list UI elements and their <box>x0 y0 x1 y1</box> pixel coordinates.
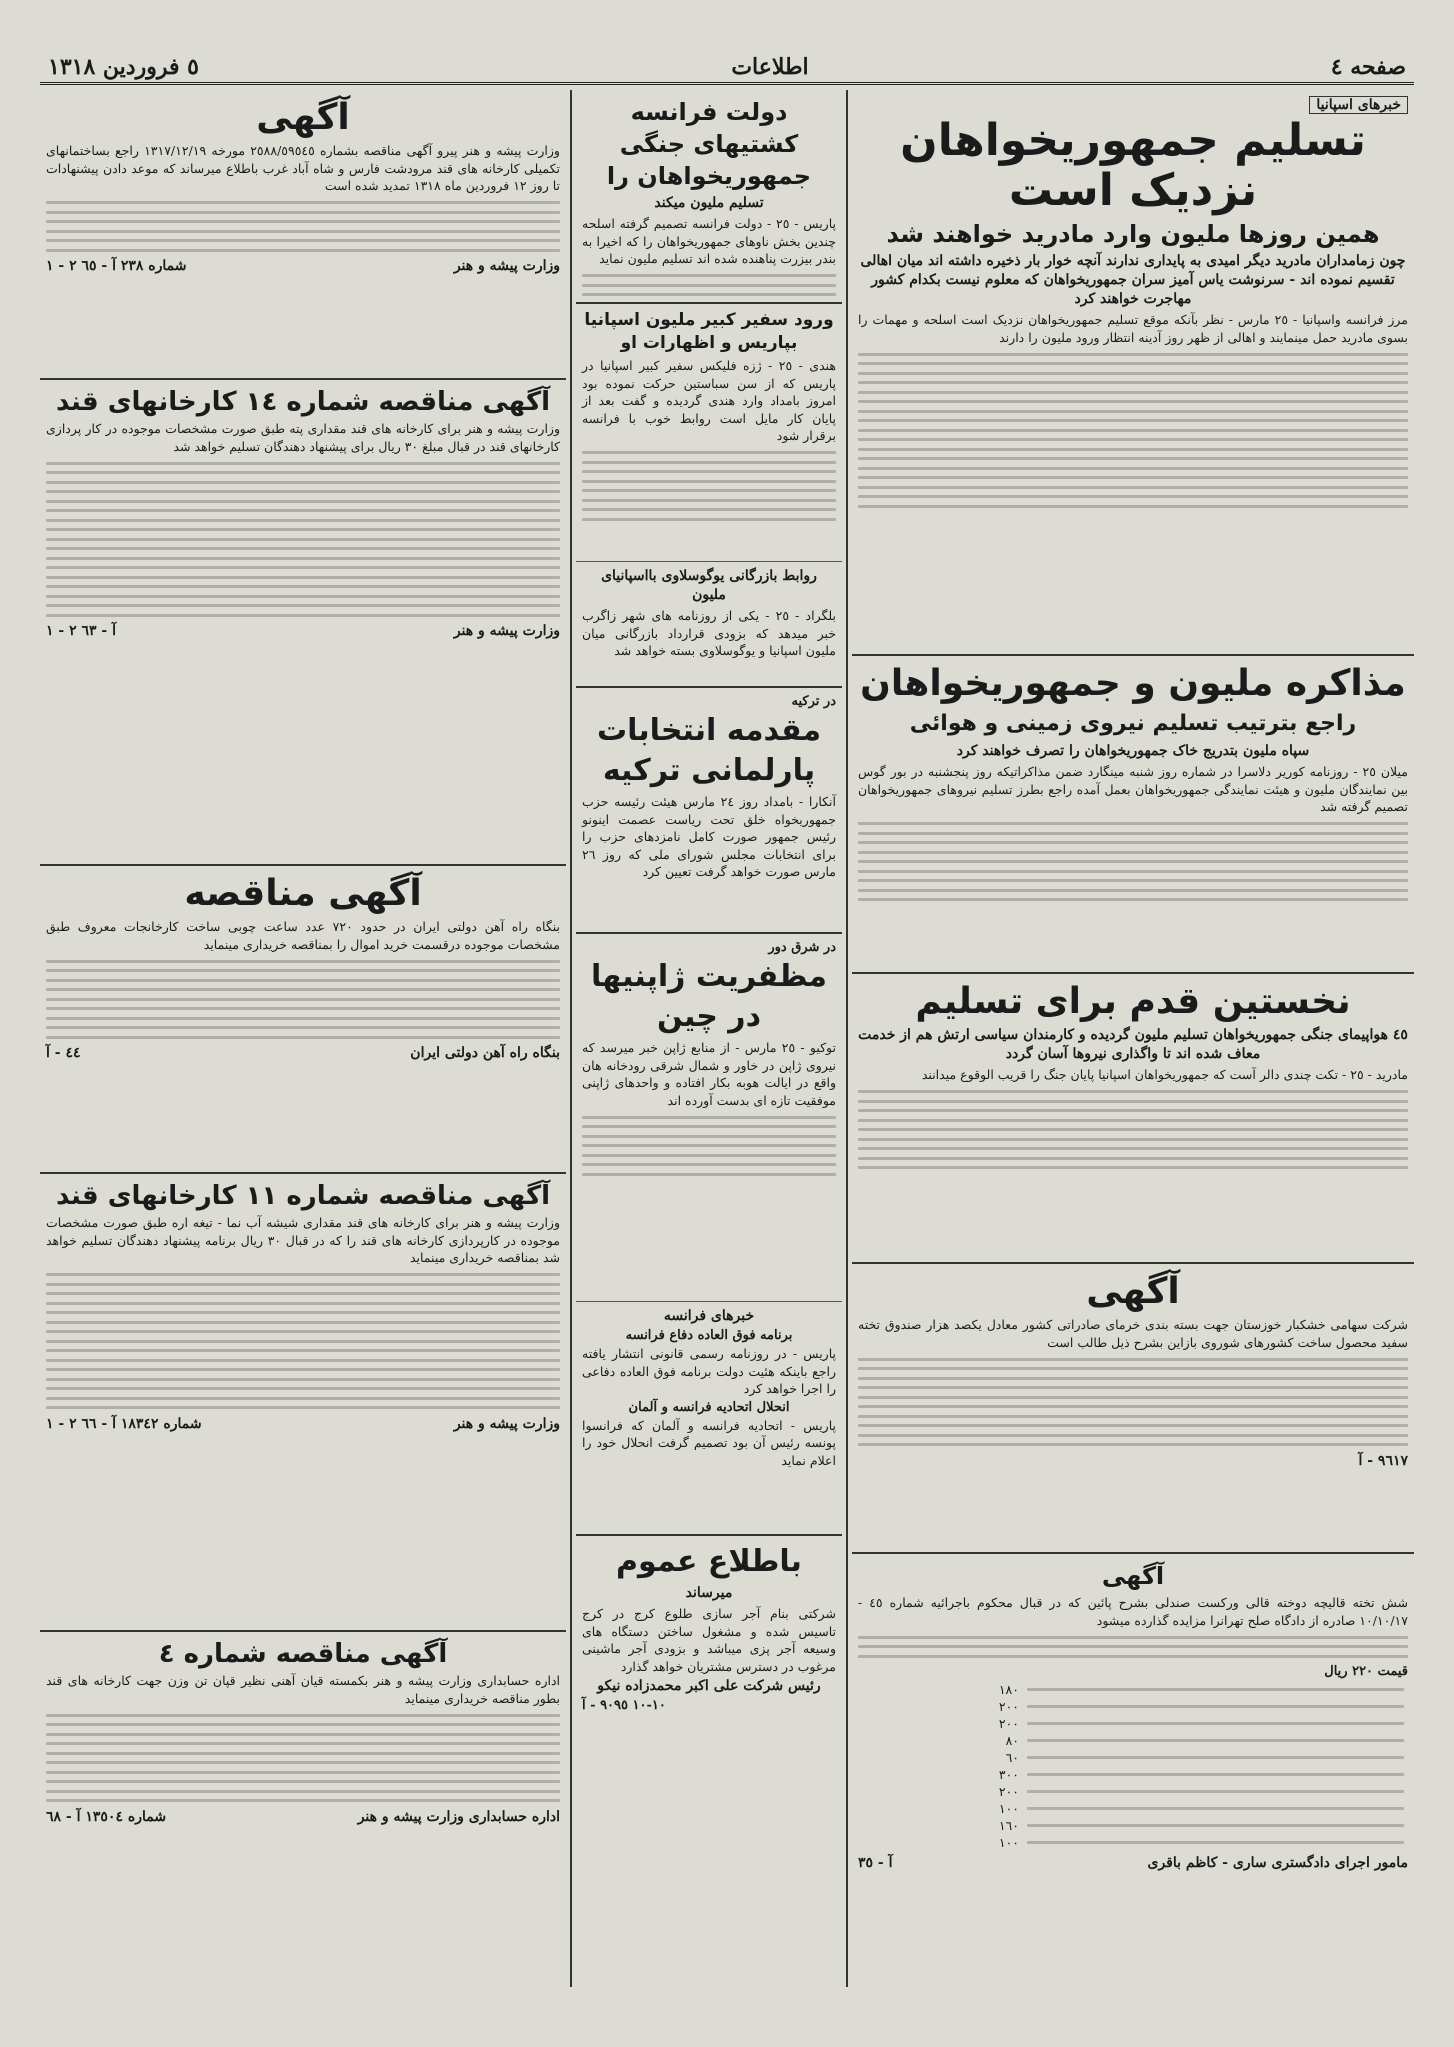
article-body: مادرید - ٢٥ - تکت چندی دالر آست که جمهوریخواهان اسپانیا پایان جنگ را قریب الوقوع میدانند <box>921 1067 1408 1082</box>
left-column <box>40 90 566 1987</box>
ad-code: شماره ٢٣٨ آ - ٦٥ ٢ - ١ <box>46 258 187 274</box>
deck: چون زمامداران مادرید دیگر امیدی به پایداری ندارند آنچه خوار بار ذخیره داشته اند میان اهالی تقسیم نموده اند - سرنوشت یاس آمیز سران جمهوریخواهان که معلوم نیست بکدام کشور مهاجرت خواهند کرد <box>860 253 1406 307</box>
ad-signature <box>46 1809 560 1825</box>
price-cell: ٦٠ <box>1005 1750 1019 1765</box>
ad-title: آگهی مناقصه شماره ٤ <box>158 1639 448 1669</box>
ad-title: آگهی <box>256 97 350 138</box>
article-text-lines <box>858 822 1408 901</box>
ad-text-lines <box>46 960 560 1039</box>
spain-surrender-article <box>852 90 1414 656</box>
section-kicker: خبرهای اسپانیا <box>1309 96 1408 114</box>
table-row <box>858 1783 1408 1800</box>
ad-signature <box>46 623 560 639</box>
article-body: میلان ٢٥ - روزنامه کوریر دلاسرا در شماره روز شنبه مینگارد ضمن مذاکراتیکه روز پنجشنبه در بور گوس بین نمایندگان ملیون و هیئت نمایندگی جمهوریخواهان بعمل آمده راجع بطرز تسلیم نیروهای جمهوریخواهان تصمیم گرفته شد <box>858 764 1408 814</box>
table-row <box>858 1749 1408 1766</box>
ad-signer: وزارت پیشه و هنر <box>453 258 560 274</box>
ad-signature <box>46 1416 560 1432</box>
notice-signature <box>858 1855 1408 1871</box>
ad-text-lines <box>46 462 560 617</box>
article-text-lines <box>858 353 1408 508</box>
deck: ٤٥ هواپیمای جنگی جمهوریخواهان تسلیم ملیون گردیده و کارمندان سیاسی ارتش هم از خدمت معاف شده اند تا واگذاری نیروها آسان گردد <box>858 1027 1408 1062</box>
notice-title: آگهی <box>1101 1562 1165 1590</box>
table-row <box>858 1732 1408 1749</box>
masthead <box>40 52 1414 85</box>
headline: ورود سفیر کبیر ملیون اسپانیا بپاریس و اظهارات او <box>584 310 834 353</box>
notice-text-lines <box>858 1358 1408 1447</box>
ad-text-lines <box>46 201 560 252</box>
union-headline: انحلال اتحادیه فرانسه و آلمان <box>628 1399 790 1415</box>
middle-column <box>576 90 842 1987</box>
table-row <box>858 1698 1408 1715</box>
subheadline: تسلیم ملیون میکند <box>654 195 764 211</box>
article-body: هندی - ٢٥ - ژزه فلیکس سفیر کبیر اسپانیا در پاریس که از سن سباستین حرکت نموده بود امروز بامداد وارد هندی گردیده و گفت بعد از پایان کار مایل است روابط خوب با فرانسه برقرار شود <box>582 358 836 443</box>
ambassador-article <box>576 304 842 562</box>
ad-body: وزارت پیشه و هنر برای کارخانه های قند مقداری پته طبق صورت مشخصات موجوده در کار پردازی کارخانهای قند در قبال مبلغ ٣٠ ریال برای پیشنهاد دهندگان تسلیم خواهد شد <box>46 421 560 454</box>
table-row <box>858 1766 1408 1783</box>
ad-title: آگهی مناقصه شماره ١١ کارخانهای قند <box>55 1181 550 1211</box>
notice-body: شرکت سهامی خشکبار خوزستان جهت بسته بندی خرمای صادراتی کشور معادل یکصد هزار صندوق تخته سفید محصول ساخت کشورهای شوروی بازاین بشرح ذیل طالب است <box>858 1317 1408 1350</box>
ad-body: وزارت پیشه و هنر پیرو آگهی مناقصه بشماره ٢٥٨٨/٥٩٥٤٥ مورخه ١٣١٧/١٢/١٩ راجع بساختمانهای تکمیلی کارخانه های قند مرودشت فارس و شاه آباد غرب باطلاع میرساند که موعد دادن پیشنهادات تا روز ١٢ فروردین ماه ١٣١٨ تمدید شده است <box>46 143 560 193</box>
price-cell: ١٨٠ <box>998 1682 1019 1697</box>
price-cell: ١٠٠ <box>998 1801 1019 1816</box>
notice-code: ٩٦١٧ - آ <box>1358 1452 1408 1469</box>
headline: تسلیم جمهوریخواهان نزدیک است <box>900 115 1366 216</box>
article-text-lines <box>858 1090 1408 1169</box>
france-ships-article <box>576 90 842 304</box>
ad-signer: بنگاه راه آهن دولتی ایران <box>410 1045 560 1061</box>
union-body: پاریس - اتحادیه فرانسه و آلمان که فرانسوا پونسه رئیس آن بود تصمیم گرفت انحلال خود را اعلام نماید <box>582 1417 836 1468</box>
notice-title: باطلاع عموم <box>616 1544 802 1579</box>
section-kicker: در شرق دور <box>768 940 836 955</box>
price-cell: ١٦٠ <box>998 1818 1019 1833</box>
subheadline: راجع بترتیب تسلیم نیروی زمینی و هوائی <box>909 711 1357 736</box>
ad-tender-14 <box>40 380 566 866</box>
ad-title: آگهی مناقصه شماره ١٤ کارخانهای قند <box>55 387 550 417</box>
section-kicker: در ترکیه <box>791 694 836 709</box>
paper-name: اطلاعات <box>731 54 809 80</box>
ad-tender-11 <box>40 1174 566 1632</box>
price-header: قیمت ٢٢٠ ریال <box>1324 1664 1408 1679</box>
table-row <box>858 1834 1408 1851</box>
ad-signature <box>46 258 560 274</box>
ad-body: وزارت پیشه و هنر برای کارخانه های قند مقداری شیشه آب نما - تیغه اره طبق صورت مشخصات موجوده در کارپردازی کارخانه های قند را که در قبال ٣٠ ریال برنامه پیشنهاد دهندگان تسلیم خواهد شد بمناقصه خریداری مینماید <box>46 1215 561 1265</box>
public-notice <box>576 1536 842 1784</box>
headline: مقدمه انتخابات پارلمانی ترکیه <box>596 713 822 788</box>
ad-tender-4 <box>40 1632 566 1982</box>
trade-relations-article <box>576 562 842 688</box>
ad-code: ٤٤ - آ <box>46 1045 81 1061</box>
turkey-elections-article <box>576 688 842 934</box>
ad-notice-1 <box>40 90 566 380</box>
table-row <box>858 1817 1408 1834</box>
ad-signer: وزارت پیشه و هنر <box>453 623 560 639</box>
article-text-lines <box>582 274 836 296</box>
price-cell: ٣٠٠ <box>998 1767 1019 1782</box>
ad-body: بنگاه راه آهن دولتی ایران در حدود ٧٢٠ عدد ساعت چوبی ساخت کارخانجات معروف طبق مشخصات موجوده درقسمت خرید اموال را بمناقصه خریداری مینماید <box>46 919 560 952</box>
ad-code: آ - ٦٣ ٢ - ١ <box>46 623 116 639</box>
budget-body: پاریس - در روزنامه رسمی قانونی انتشار یافته راجع باینکه هئیت دولت برنامه فوق العاده دفاعی را اجرا خواهد کرد <box>582 1346 836 1396</box>
page-number: صفحه ٤ <box>1330 54 1406 80</box>
ad-text-lines <box>46 1714 560 1803</box>
ad-railway-tender <box>40 866 566 1174</box>
dates-packaging-notice <box>852 1264 1414 1554</box>
article-text-lines <box>582 1116 836 1176</box>
price-cell: ١٠٠ <box>998 1835 1019 1850</box>
notice-signature <box>858 1453 1408 1469</box>
auction-notice <box>852 1554 1414 1938</box>
article-text-lines <box>582 451 836 521</box>
article-body: مرز فرانسه واسپانیا - ٢٥ مارس - نظر بآنکه موقع تسلیم جمهوریخواهان نزدیک است اسلحه و مهمات را بسوی مادرید حمل مینمایند و اهالی از ظهر روز آدینه انتظار ورود ملیون را دارند <box>858 312 1409 345</box>
notice-code: آ - ٣٥ <box>858 1855 893 1871</box>
issue-date: ٥ فروردین ١٣١٨ <box>48 54 199 80</box>
notice-title: آگهی <box>1086 1271 1180 1312</box>
article-body: آنکارا - بامداد روز ٢٤ مارس هیئت رئیسه حزب جمهوریخواه خلق تحت ریاست عصمت اینونو رئیس جمهور صورت کامل نامزدهای حزب را برای انتخابات مجلس شورای ملی که روز ٢٦ مارس صورت خواهد گرفت تعیین کرد <box>582 794 836 879</box>
france-news <box>576 1302 842 1536</box>
headline: مذاکره ملیون و جمهوریخواهان <box>860 663 1406 704</box>
ad-code: شماره ١٨٣٤٢ آ - ٦٦ ٢ - ١ <box>46 1415 202 1432</box>
ad-signer: اداره حسابداری وزارت پیشه و هنر <box>357 1808 560 1825</box>
ad-code: شماره ١٣٥٠٤ آ - ٦٨ <box>46 1808 167 1825</box>
column-rule <box>570 90 572 1987</box>
section-kicker: خبرهای فرانسه <box>663 1308 755 1324</box>
notice-body: شش تخته قالیچه دوخته قالی ورکست صندلی بشرح پائین که در قبال محکوم باجرائیه شماره ٤٥ - ١٠/١٠/١٧ صادره از دادگاه صلح تهرانرا مزایده گذارده میشود <box>858 1595 1408 1628</box>
headline: روابط بازرگانی یوگوسلاوی بااسپانیای ملیون <box>601 568 817 603</box>
notice-code: ١٠-١٠ ٩٠٩٥ - آ <box>582 1698 666 1713</box>
notice-signer: مامور اجرای دادگستری ساری - کاظم باقری <box>1147 1855 1408 1871</box>
negotiation-article <box>852 656 1414 974</box>
first-step-article <box>852 974 1414 1264</box>
ad-signer: وزارت پیشه و هنر <box>453 1415 560 1432</box>
price-cell: ٢٠٠ <box>998 1716 1019 1731</box>
article-body: توکیو - ٢٥ مارس - از منابع ژاپن خبر میرسد که نیروی ژاپن در خاور و شمال شرقی رودخانه هان واقع در ایالت هوبه بکار افتاده و واحدهای ژاپنی موفقیت تازه ای بدست آورده اند <box>582 1040 836 1108</box>
headline: مظفریت ژاپنیها در چین <box>591 959 827 1034</box>
price-cell: ٢٠٠ <box>998 1784 1019 1799</box>
ad-signature <box>46 1045 560 1061</box>
notice-body: شرکتی بنام آجر سازی طلوع کرج در کرج تاسیس شده و مشغول ساختن دستگاه های وسیعه آجر پزی میباشد و بزودی آجر ماشینی مرغوب در دسترس مشتریان خواهد گذارد <box>582 1606 836 1674</box>
article-body: بلگراد - ٢٥ - یکی از روزنامه های شهر زاگرب خبر میدهد که بزودی قرارداد بازرگانی میان ملیون اسپانیا و یوگوسلاوی بسته خواهد شد <box>582 608 836 658</box>
table-row <box>858 1715 1408 1732</box>
budget-headline: برنامه فوق العاده دفاع فرانسه <box>625 1328 793 1343</box>
headline: نخستین قدم برای تسلیم <box>915 981 1351 1022</box>
price-cell: ٢٠٠ <box>998 1699 1019 1714</box>
table-row <box>858 1681 1408 1698</box>
ad-title: آگهی مناقصه <box>184 873 422 914</box>
notice-text-lines <box>858 1636 1408 1658</box>
price-cell: ٨٠ <box>1005 1733 1019 1748</box>
column-rule <box>846 90 848 1987</box>
price-table <box>858 1681 1408 1851</box>
notice-signer: رئیس شرکت علی اکبر محمدزاده نیکو <box>597 1678 821 1694</box>
article-body: پاریس - ٢٥ - دولت فرانسه تصمیم گرفته اسلحه چندین بخش ناوهای جمهوریخواهان را که اخیرا به بندر بیزرت پناهنده شده اند تسلیم ملیون نماید <box>582 216 836 266</box>
subheadline: همین روزها ملیون وارد مادرید خواهند شد <box>886 220 1380 248</box>
headline: دولت فرانسه کشتیهای جنگی جمهوریخواهان را <box>606 98 812 190</box>
japan-article <box>576 934 842 1302</box>
notice-subtitle: میرساند <box>685 1585 733 1601</box>
deck: سپاه ملیون بتدریج خاک جمهوریخواهان را تصرف خواهند کرد <box>956 743 1310 759</box>
table-row <box>858 1800 1408 1817</box>
right-column <box>852 90 1414 1987</box>
ad-text-lines <box>46 1273 560 1409</box>
ad-body: اداره حسابداری وزارت پیشه و هنر بکمسته قیان آهنی نظیر قپان تن وزن جهت کارخانه های قند بطور مناقصه خریداری مینماید <box>46 1673 560 1706</box>
